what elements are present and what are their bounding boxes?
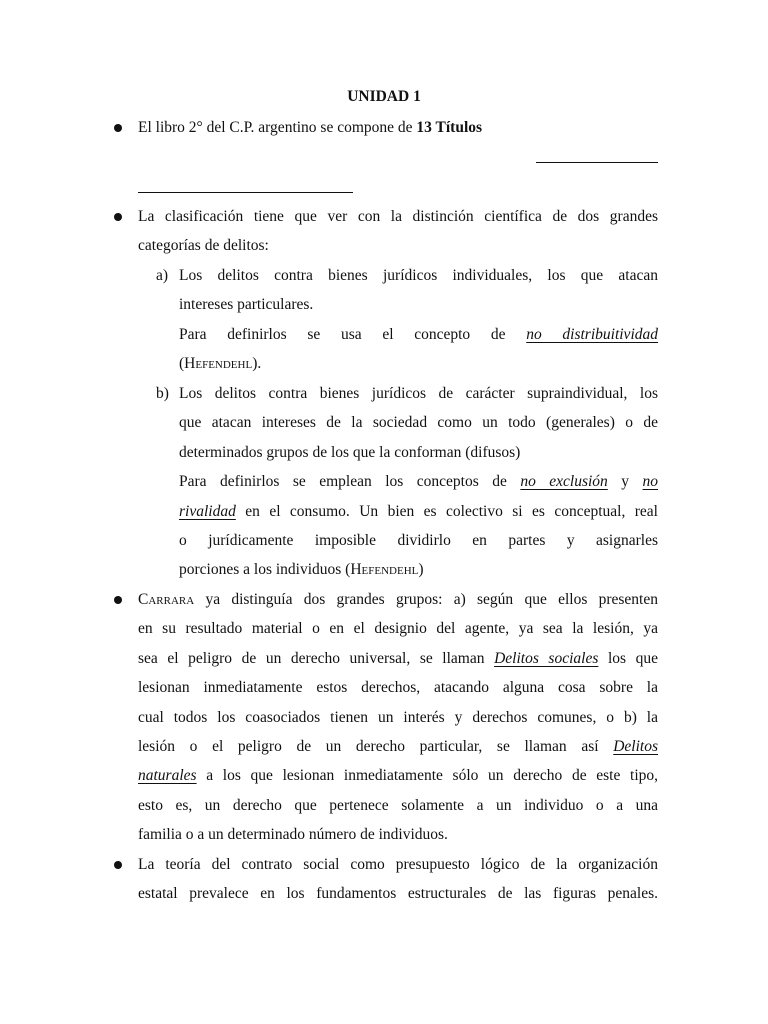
bullet-3-text-fragment: sea el peligro de un derecho universal, se llaman bbox=[138, 649, 495, 667]
item-b-text-fragment: porciones a los individuos ( bbox=[179, 561, 351, 579]
term-no-rivalidad-part1: no bbox=[642, 473, 658, 491]
item-b-text-fragment: Para definirlos se emplean los conceptos de bbox=[179, 473, 521, 491]
bullet-3-line bbox=[138, 732, 658, 761]
bullet-3-line: esto es, un derecho que pertenece solamente a un individuo o a una bbox=[138, 796, 658, 814]
item-b-text-fragment: y bbox=[621, 473, 643, 491]
bullet-3-line bbox=[138, 585, 658, 614]
list-marker-a: a) bbox=[156, 267, 169, 284]
item-a-line bbox=[179, 349, 658, 378]
bullet-2-intro bbox=[138, 202, 658, 261]
term-delitos-naturales-part1: Delitos bbox=[613, 737, 658, 755]
item-b-line bbox=[179, 555, 658, 584]
list-marker-b: b) bbox=[156, 385, 169, 402]
term-no-exclusion: no exclusión bbox=[520, 473, 608, 491]
bullet-3-line: cual todos los coasociados tienen un interés y derechos comunes, o b) la bbox=[138, 708, 658, 726]
bullet-1-bold: 13 Títulos bbox=[416, 119, 483, 136]
bullet-1-text bbox=[138, 113, 658, 142]
bullet-icon bbox=[114, 124, 122, 132]
item-b-line: o jurídicamente imposible dividirlo en partes y asignarles bbox=[179, 531, 658, 549]
bullet-3-line bbox=[138, 761, 658, 790]
bullet-4-text bbox=[138, 850, 658, 909]
item-b-line: Los delitos contra bienes jurídicos de carácter supraindividual, los bbox=[179, 385, 658, 402]
item-b-text bbox=[179, 379, 658, 585]
bullet-3-line: lesionan inmediatamente estos derechos, atacando alguna cosa sobre la bbox=[138, 679, 658, 697]
bullet-2-line: La clasificación tiene que ver con la distinción científica de dos grandes bbox=[138, 208, 658, 225]
bullet-4-line: La teoría del contrato social como presupuesto lógico de la organización bbox=[138, 856, 658, 873]
item-b-line: determinados grupos de los que la conforman (difusos) bbox=[179, 443, 521, 461]
page-title: UNIDAD 1 bbox=[347, 88, 421, 105]
bullet-3-line: familia o a un determinado número de individuos. bbox=[138, 826, 448, 844]
paren-close: ) bbox=[418, 561, 424, 579]
bullet-4-line: estatal prevalece en los fundamentos estructurales de las figuras penales. bbox=[138, 885, 658, 903]
item-b-text-fragment: en el consumo. Un bien es colectivo si es conceptual, real bbox=[235, 502, 658, 520]
item-a-text bbox=[179, 261, 658, 379]
term-no-distribuitividad: no distribuitividad bbox=[526, 325, 658, 343]
bullet-3-line bbox=[138, 644, 658, 673]
bullet-3-text-fragment: los que bbox=[607, 649, 659, 667]
item-a-line: Los delitos contra bienes jurídicos individuales, los que atacan bbox=[179, 267, 658, 284]
author-hefendehl: Hefendehl bbox=[184, 355, 253, 373]
term-delitos-sociales: Delitos sociales bbox=[494, 649, 599, 667]
author-hefendehl: Hefendehl bbox=[350, 561, 419, 579]
bullet-3-line: en su resultado material o en el designio del agente, ya sea la lesión, ya bbox=[138, 620, 658, 638]
author-carrara: Carrara bbox=[138, 591, 195, 608]
item-a-text-fragment: Para definirlos se usa el concepto de bbox=[179, 325, 527, 343]
blank-line-left bbox=[138, 192, 353, 193]
bullet-3-text-fragment: ya distinguía dos grandes grupos: a) según que ellos presenten bbox=[194, 591, 658, 608]
item-b-line bbox=[179, 497, 658, 526]
term-delitos-naturales-part2: naturales bbox=[138, 767, 197, 785]
item-a-line: intereses particulares. bbox=[179, 296, 314, 314]
bullet-2-line: categorías de delitos: bbox=[138, 237, 269, 255]
item-b-line: que atacan intereses de la sociedad como un todo (generales) o de bbox=[179, 414, 658, 432]
bullet-icon bbox=[114, 596, 122, 604]
bullet-icon bbox=[114, 861, 122, 869]
paren-open: ( bbox=[179, 355, 185, 373]
bullet-3-text bbox=[138, 585, 658, 850]
bullet-3-text-fragment: lesión o el peligro de un derecho particular, se llaman así bbox=[138, 737, 614, 755]
blank-line-right bbox=[536, 162, 658, 163]
paren-close: ). bbox=[252, 355, 262, 373]
bullet-1-prefix: El libro 2° del C.P. argentino se compone de bbox=[138, 119, 417, 136]
item-b-line bbox=[179, 467, 658, 496]
bullet-icon bbox=[114, 213, 122, 221]
item-a-line bbox=[179, 320, 658, 349]
bullet-3-text-fragment: a los que lesionan inmediatamente sólo un derecho de este tipo, bbox=[196, 767, 658, 785]
term-no-rivalidad-part2: rivalidad bbox=[179, 502, 236, 520]
